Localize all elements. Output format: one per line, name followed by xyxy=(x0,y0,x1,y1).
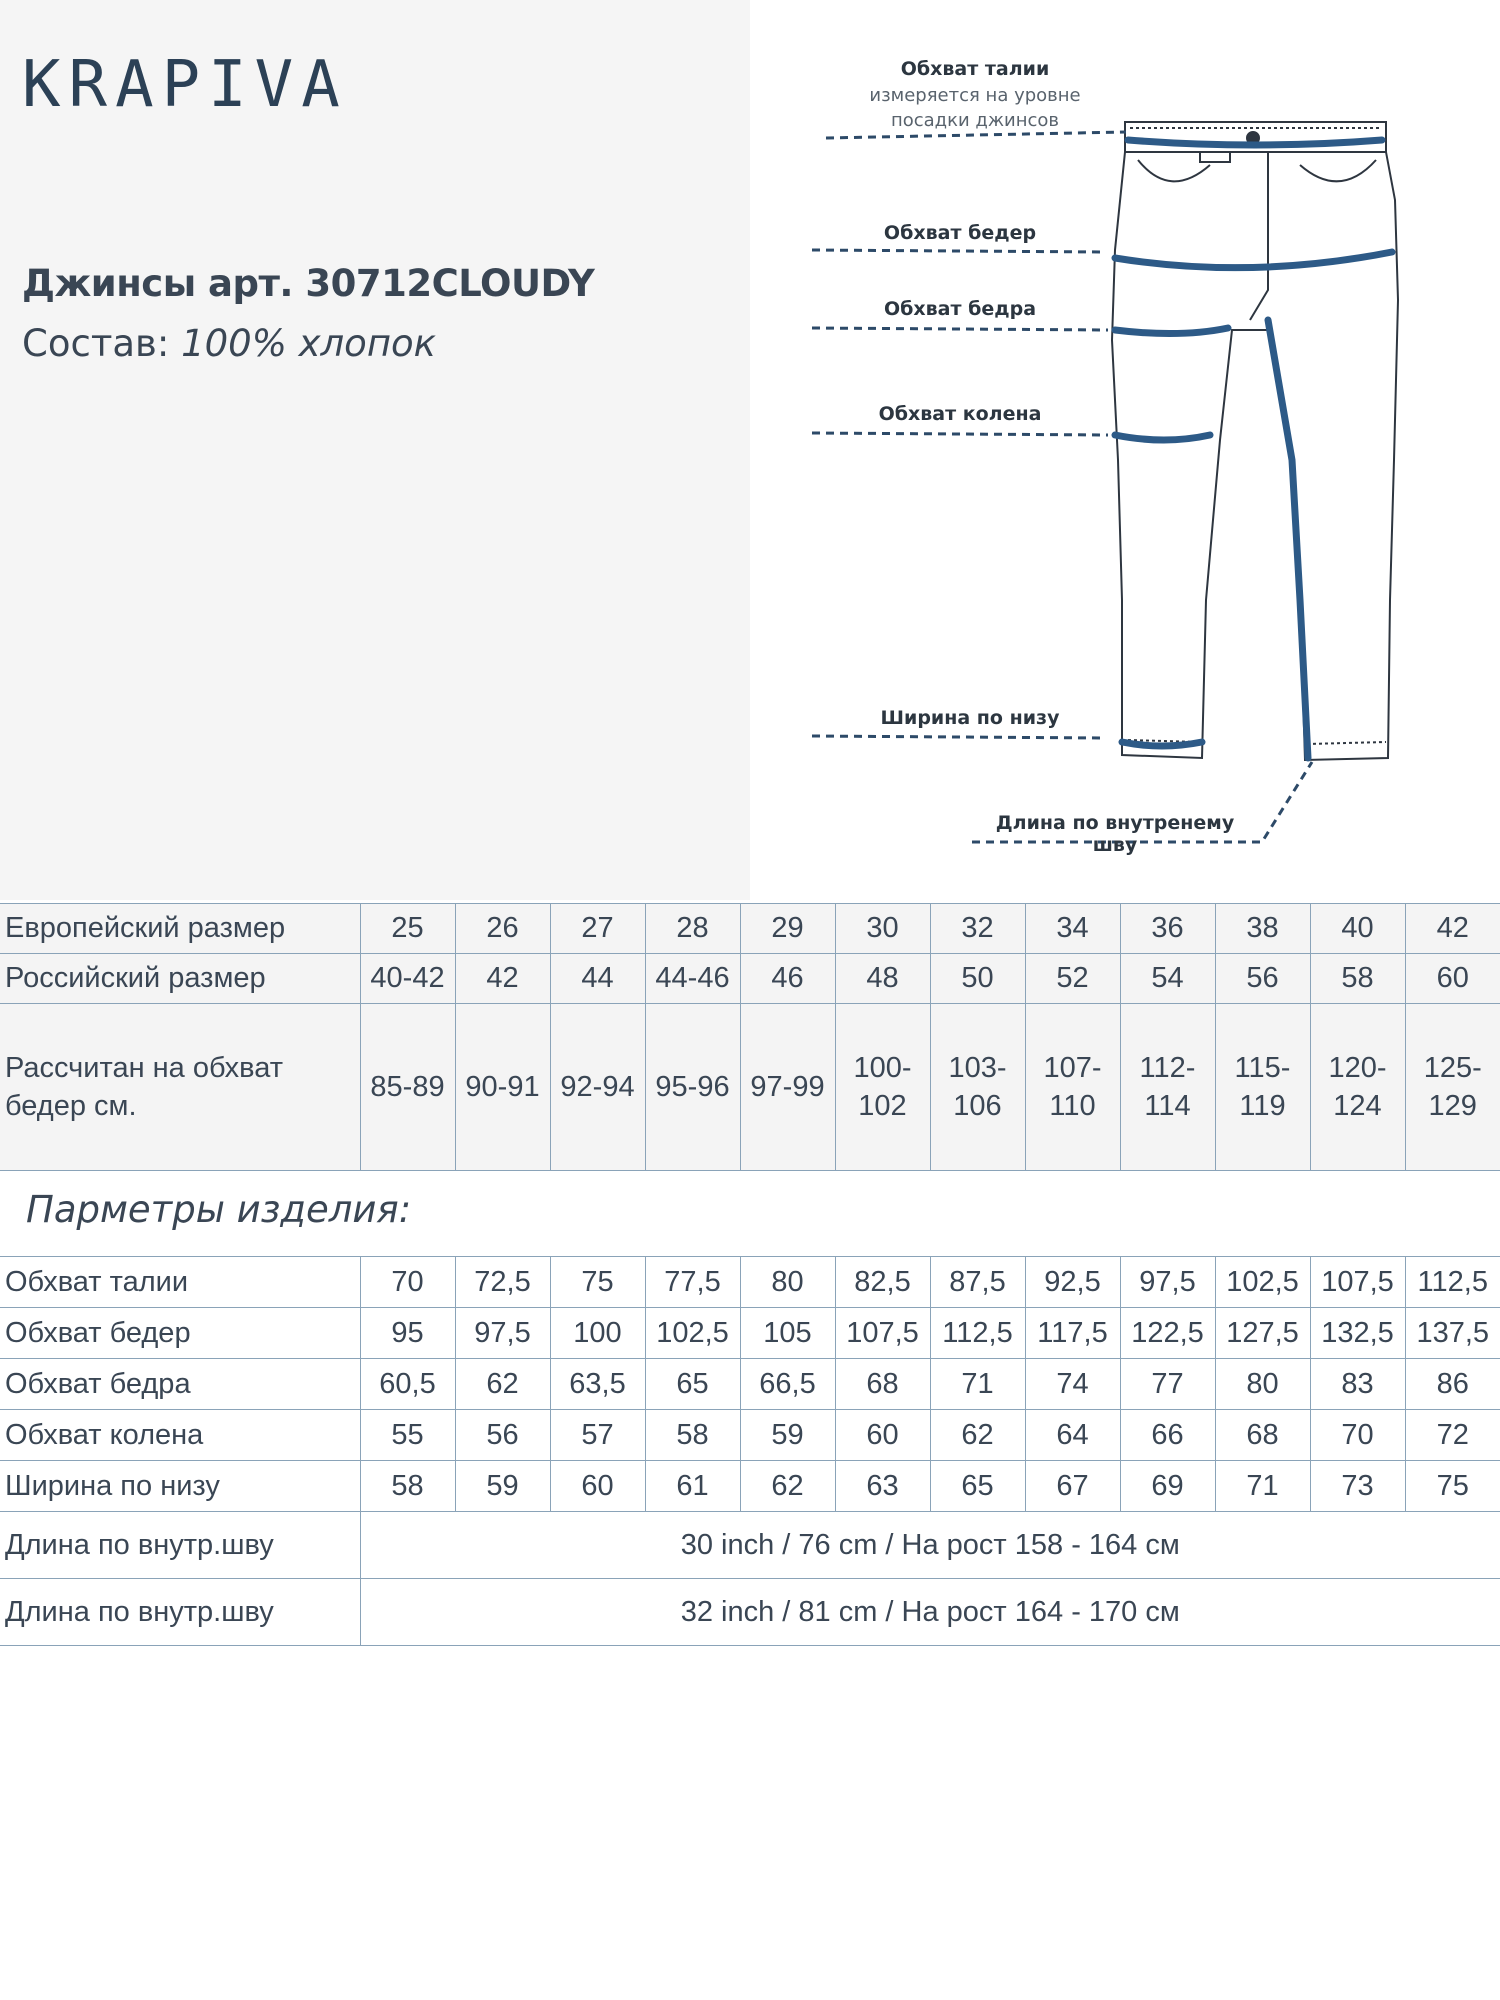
param-label: Обхват бедер xyxy=(0,1308,360,1359)
param-value: 65 xyxy=(930,1461,1025,1512)
eu-size: 42 xyxy=(1405,904,1500,954)
params-table xyxy=(0,1256,1500,1646)
hips-line xyxy=(1115,252,1392,268)
eu-size: 29 xyxy=(740,904,835,954)
param-value: 107,5 xyxy=(1310,1257,1405,1308)
ru-size: 42 xyxy=(455,954,550,1004)
hip-range: 90-91 xyxy=(455,1004,550,1171)
param-value: 71 xyxy=(1215,1461,1310,1512)
param-value: 56 xyxy=(455,1410,550,1461)
param-value: 102,5 xyxy=(1215,1257,1310,1308)
param-value: 59 xyxy=(740,1410,835,1461)
eu-size: 26 xyxy=(455,904,550,954)
inseam-label: Длина по внутр.шву xyxy=(0,1512,360,1579)
param-value: 68 xyxy=(1215,1410,1310,1461)
param-value: 92,5 xyxy=(1025,1257,1120,1308)
param-value: 65 xyxy=(645,1359,740,1410)
table-row-inseam xyxy=(0,1579,1500,1646)
table-row-ru xyxy=(0,954,1500,1004)
param-value: 77,5 xyxy=(645,1257,740,1308)
eu-size: 32 xyxy=(930,904,1025,954)
table-row xyxy=(0,1308,1500,1359)
header-panel xyxy=(0,0,750,900)
label-waist-note-2: посадки джинсов xyxy=(890,110,1060,131)
param-value: 137,5 xyxy=(1405,1308,1500,1359)
inseam-label: Длина по внутр.шву xyxy=(0,1579,360,1646)
param-value: 55 xyxy=(360,1410,455,1461)
param-value: 72 xyxy=(1405,1410,1500,1461)
product-title: Джинсы арт. 30712CLOUDY xyxy=(22,262,595,305)
ru-size: 40-42 xyxy=(360,954,455,1004)
param-label: Обхват бедра xyxy=(0,1359,360,1410)
param-value: 105 xyxy=(740,1308,835,1359)
hip-range: 85-89 xyxy=(360,1004,455,1171)
param-value: 62 xyxy=(930,1410,1025,1461)
eu-size-label: Европейский размер xyxy=(0,904,360,954)
inseam-value: 32 inch / 81 cm / На рост 164 - 170 см xyxy=(360,1579,1500,1646)
thigh-line xyxy=(1115,328,1228,334)
param-value: 112,5 xyxy=(930,1308,1025,1359)
ru-size: 52 xyxy=(1025,954,1120,1004)
ru-size: 44 xyxy=(550,954,645,1004)
param-value: 117,5 xyxy=(1025,1308,1120,1359)
ru-size: 50 xyxy=(930,954,1025,1004)
eu-size: 30 xyxy=(835,904,930,954)
eu-size: 40 xyxy=(1310,904,1405,954)
param-label: Обхват колена xyxy=(0,1410,360,1461)
label-thigh: Обхват бедра xyxy=(883,298,1037,320)
hip-label-line-1: Рассчитан на обхват xyxy=(5,1052,283,1084)
table-row xyxy=(0,1257,1500,1308)
hip-range: 115- 119 xyxy=(1215,1004,1310,1171)
hip-range: 107- 110 xyxy=(1025,1004,1120,1171)
param-value: 102,5 xyxy=(645,1308,740,1359)
param-value: 67 xyxy=(1025,1461,1120,1512)
param-value: 61 xyxy=(645,1461,740,1512)
label-waist-note-1: измеряется на уровне xyxy=(869,85,1081,106)
param-value: 97,5 xyxy=(1120,1257,1215,1308)
params-title: Парметры изделия: xyxy=(26,1188,412,1231)
hem-line xyxy=(1122,742,1202,746)
ru-size: 48 xyxy=(835,954,930,1004)
hip-range: 95-96 xyxy=(645,1004,740,1171)
inseam-value: 30 inch / 76 cm / На рост 158 - 164 см xyxy=(360,1512,1500,1579)
eu-size: 34 xyxy=(1025,904,1120,954)
table-row xyxy=(0,1359,1500,1410)
param-value: 63,5 xyxy=(550,1359,645,1410)
param-value: 112,5 xyxy=(1405,1257,1500,1308)
param-value: 80 xyxy=(1215,1359,1310,1410)
measure-lines xyxy=(1115,140,1392,758)
param-value: 80 xyxy=(740,1257,835,1308)
param-value: 97,5 xyxy=(455,1308,550,1359)
table-row-hip-range xyxy=(0,1004,1500,1171)
param-label: Обхват талии xyxy=(0,1257,360,1308)
inseam-line xyxy=(1268,320,1308,758)
hip-range: 97-99 xyxy=(740,1004,835,1171)
param-value: 132,5 xyxy=(1310,1308,1405,1359)
table-row xyxy=(0,1461,1500,1512)
eu-size: 36 xyxy=(1120,904,1215,954)
eu-size: 27 xyxy=(550,904,645,954)
hip-range: 112- 114 xyxy=(1120,1004,1215,1171)
param-value: 62 xyxy=(455,1359,550,1410)
eu-size: 28 xyxy=(645,904,740,954)
size-table xyxy=(0,903,1500,1171)
param-value: 127,5 xyxy=(1215,1308,1310,1359)
table-row-inseam xyxy=(0,1512,1500,1579)
param-value: 63 xyxy=(835,1461,930,1512)
param-value: 77 xyxy=(1120,1359,1215,1410)
ru-size: 60 xyxy=(1405,954,1500,1004)
ru-size-label: Российский размер xyxy=(0,954,360,1004)
param-value: 60,5 xyxy=(360,1359,455,1410)
param-value: 74 xyxy=(1025,1359,1120,1410)
hip-range: 92-94 xyxy=(550,1004,645,1171)
param-value: 71 xyxy=(930,1359,1025,1410)
param-value: 82,5 xyxy=(835,1257,930,1308)
table-row-eu xyxy=(0,904,1500,954)
param-value: 58 xyxy=(360,1461,455,1512)
param-value: 58 xyxy=(645,1410,740,1461)
jeans-diagram xyxy=(760,40,1500,860)
hip-label-line-2: бедер см. xyxy=(5,1090,137,1122)
param-value: 100 xyxy=(550,1308,645,1359)
param-value: 66,5 xyxy=(740,1359,835,1410)
param-value: 60 xyxy=(550,1461,645,1512)
param-value: 69 xyxy=(1120,1461,1215,1512)
param-value: 95 xyxy=(360,1308,455,1359)
hip-range: 120- 124 xyxy=(1310,1004,1405,1171)
hip-range: 103- 106 xyxy=(930,1004,1025,1171)
composition-label: Состав: xyxy=(22,322,170,365)
hip-range: 125- 129 xyxy=(1405,1004,1500,1171)
param-value: 59 xyxy=(455,1461,550,1512)
param-value: 64 xyxy=(1025,1410,1120,1461)
param-value: 70 xyxy=(1310,1410,1405,1461)
param-value: 57 xyxy=(550,1410,645,1461)
param-value: 86 xyxy=(1405,1359,1500,1410)
label-knee: Обхват колена xyxy=(878,403,1042,425)
hip-range: 100- 102 xyxy=(835,1004,930,1171)
param-value: 72,5 xyxy=(455,1257,550,1308)
label-waist: Обхват талии xyxy=(900,58,1050,80)
table-row xyxy=(0,1410,1500,1461)
label-inseam: Длина по внутренему шву xyxy=(995,812,1235,856)
hip-range-label xyxy=(0,1004,360,1171)
param-value: 62 xyxy=(740,1461,835,1512)
param-value: 75 xyxy=(1405,1461,1500,1512)
param-value: 73 xyxy=(1310,1461,1405,1512)
ru-size: 46 xyxy=(740,954,835,1004)
ru-size: 54 xyxy=(1120,954,1215,1004)
composition-value: 100% хлопок xyxy=(181,322,436,365)
product-composition xyxy=(22,322,436,365)
param-value: 83 xyxy=(1310,1359,1405,1410)
label-hem: Ширина по низу xyxy=(880,707,1060,729)
eu-size: 25 xyxy=(360,904,455,954)
param-value: 60 xyxy=(835,1410,930,1461)
ru-size: 56 xyxy=(1215,954,1310,1004)
param-value: 66 xyxy=(1120,1410,1215,1461)
ru-size: 58 xyxy=(1310,954,1405,1004)
label-hips: Обхват бедер xyxy=(883,222,1037,244)
ru-size: 44-46 xyxy=(645,954,740,1004)
param-value: 68 xyxy=(835,1359,930,1410)
param-value: 75 xyxy=(550,1257,645,1308)
brand-logo: KRAPIVA xyxy=(22,48,348,122)
param-value: 70 xyxy=(360,1257,455,1308)
param-value: 122,5 xyxy=(1120,1308,1215,1359)
param-value: 87,5 xyxy=(930,1257,1025,1308)
knee-line xyxy=(1115,435,1210,440)
eu-size: 38 xyxy=(1215,904,1310,954)
param-label: Ширина по низу xyxy=(0,1461,360,1512)
param-value: 107,5 xyxy=(835,1308,930,1359)
